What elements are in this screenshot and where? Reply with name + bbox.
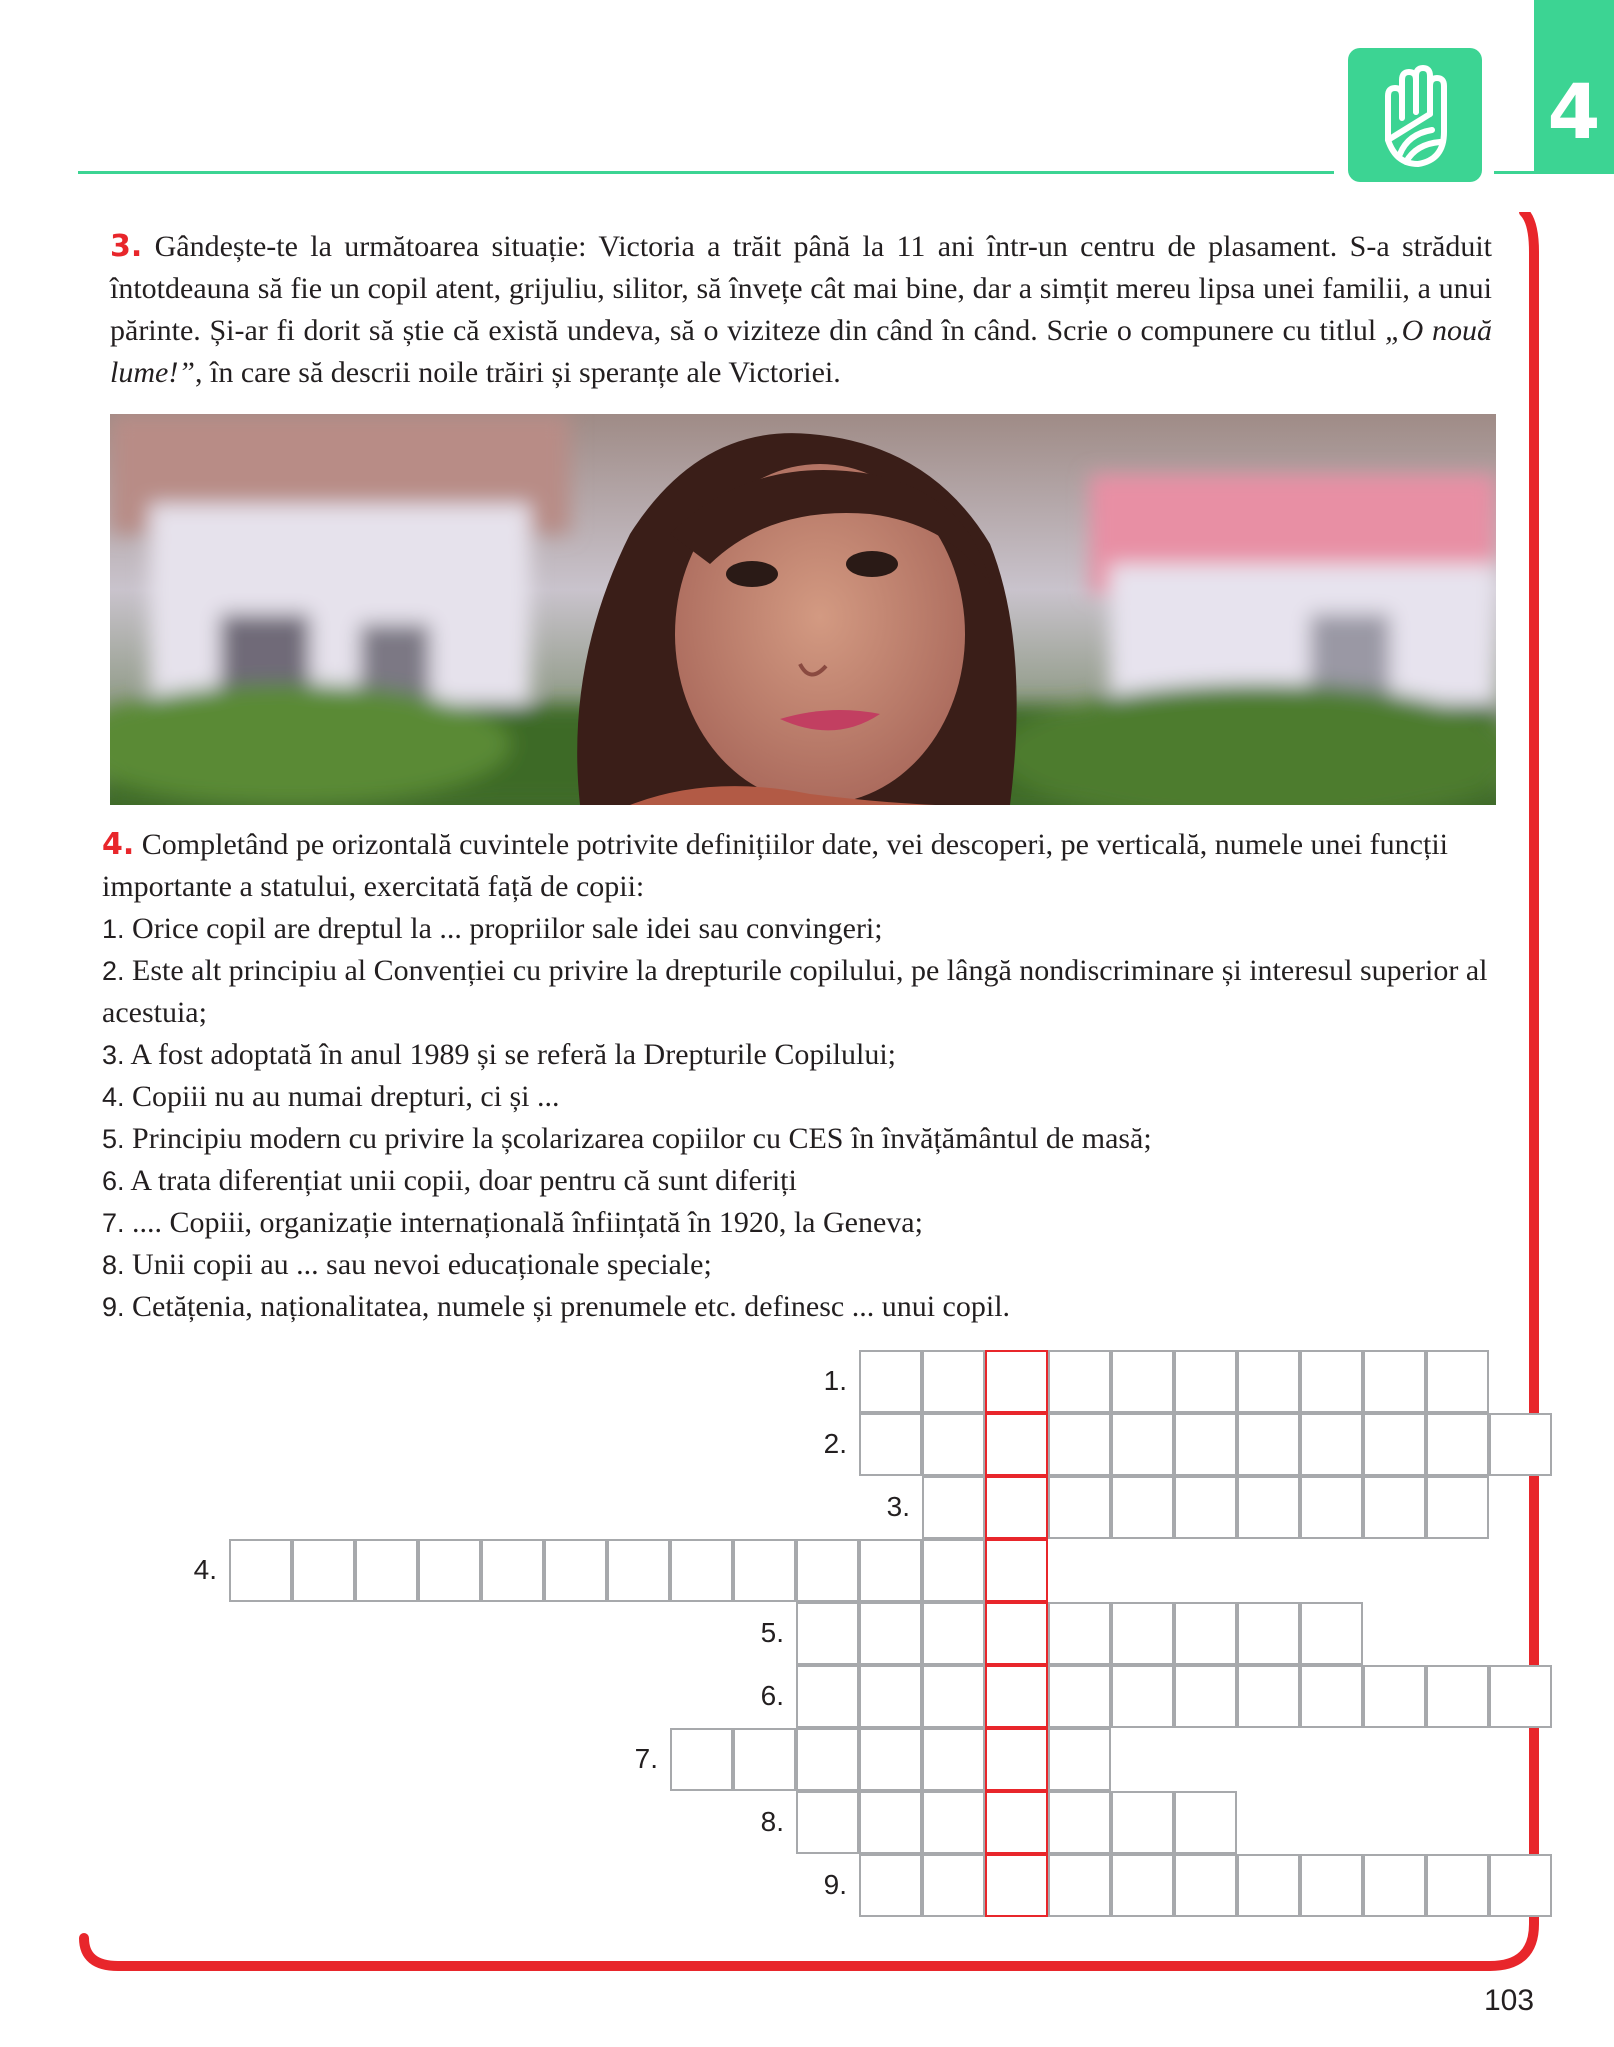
definition-item	[102, 1202, 1508, 1244]
definition-number: 7.	[102, 1208, 125, 1238]
definition-item	[102, 1076, 1508, 1118]
definition-item	[102, 908, 1508, 950]
crossword-row-label: 8.	[760, 1806, 784, 1837]
chapter-number: 4	[1547, 67, 1601, 156]
definition-number: 1.	[102, 914, 125, 944]
girl-portrait-photo	[110, 414, 1496, 805]
definitions-list	[102, 908, 1508, 1328]
definition-text: A trata diferențiat unii copii, doar pentru că sunt diferiți	[124, 1164, 797, 1197]
crossword-row-label: 5.	[760, 1617, 784, 1648]
definition-text: A fost adoptată în anul 1989 și se referă la Drepturile Copilului;	[124, 1038, 897, 1071]
exercise-4-intro-text: Completând pe orizontală cuvintele potrivite definițiilor date, vei descoperi, pe verticală, numele unei funcții importante a statului, exercitată față de copii:	[102, 828, 1448, 903]
exercise-3-text-end: , în care să descrii noile trăiri și speranțe ale Victoriei.	[195, 356, 841, 389]
crossword-row-label: 6.	[760, 1680, 784, 1711]
definition-item	[102, 1034, 1508, 1076]
definition-item	[102, 1244, 1508, 1286]
definition-text: Orice copil are dreptul la ... propriilor sale idei sau convingeri;	[124, 912, 883, 945]
exercise-4	[102, 824, 1508, 1328]
exercise-4-intro	[102, 824, 1508, 908]
exercise-3	[110, 226, 1492, 394]
definition-text: Este alt principiu al Convenției cu privire la drepturile copilului, pe lângă nondiscriminare și interesul superior al acestuia;	[102, 954, 1488, 1029]
crossword-row-label: 7.	[634, 1743, 658, 1774]
crossword-row-label: 3.	[886, 1491, 910, 1522]
definition-number: 3.	[102, 1040, 125, 1070]
definition-number: 2.	[102, 956, 125, 986]
crossword-row-label: 2.	[823, 1428, 847, 1459]
crossword-row-label: 9.	[823, 1869, 847, 1900]
definition-item	[102, 950, 1508, 1034]
definition-item	[102, 1160, 1508, 1202]
exercise-3-title: „O nouă lume!”	[110, 314, 1492, 389]
exercise-4-number: 4.	[102, 827, 135, 862]
definition-text: .... Copiii, organizație internațională înființată în 1920, la Geneva;	[124, 1206, 923, 1239]
definition-number: 5.	[102, 1124, 125, 1154]
exercise-3-number: 3.	[110, 229, 143, 264]
crossword-row-label: 4.	[193, 1554, 217, 1585]
definition-number: 8.	[102, 1250, 125, 1280]
definition-text: Cetățenia, naționalitatea, numele și prenumele etc. definesc ... unui copil.	[124, 1290, 1011, 1323]
definition-number: 4.	[102, 1082, 125, 1112]
exercise-3-text: Gândește-te la următoarea situație: Victoria a trăit până la 11 ani într-un centru de plasament. S-a străduit întotdeauna să fie un copil atent, grijuliu, silitor, să învețe cât mai bine, dar a simțit mereu lipsa unei familii, a unui părinte. Și-ar fi dorit să știe că există undeva, să o viziteze din când în când. Scrie o compunere cu titlul	[110, 230, 1492, 347]
definition-number: 9.	[102, 1292, 125, 1322]
crossword-row-label: 1.	[823, 1365, 847, 1396]
header-rule-right	[1494, 171, 1534, 174]
raised-hands-icon	[1348, 48, 1482, 182]
definition-item	[102, 1118, 1508, 1160]
definition-text: Unii copii au ... sau nevoi educaționale speciale;	[124, 1248, 712, 1281]
header-rule	[78, 171, 1334, 174]
definition-item	[102, 1286, 1508, 1328]
definition-text: Copiii nu au numai drepturi, ci și ...	[124, 1080, 560, 1113]
definition-text: Principiu modern cu privire la școlarizarea copiilor cu CES în învățământul de masă;	[124, 1122, 1152, 1155]
definition-number: 6.	[102, 1166, 125, 1196]
page-number: 103	[1484, 1984, 1535, 2017]
